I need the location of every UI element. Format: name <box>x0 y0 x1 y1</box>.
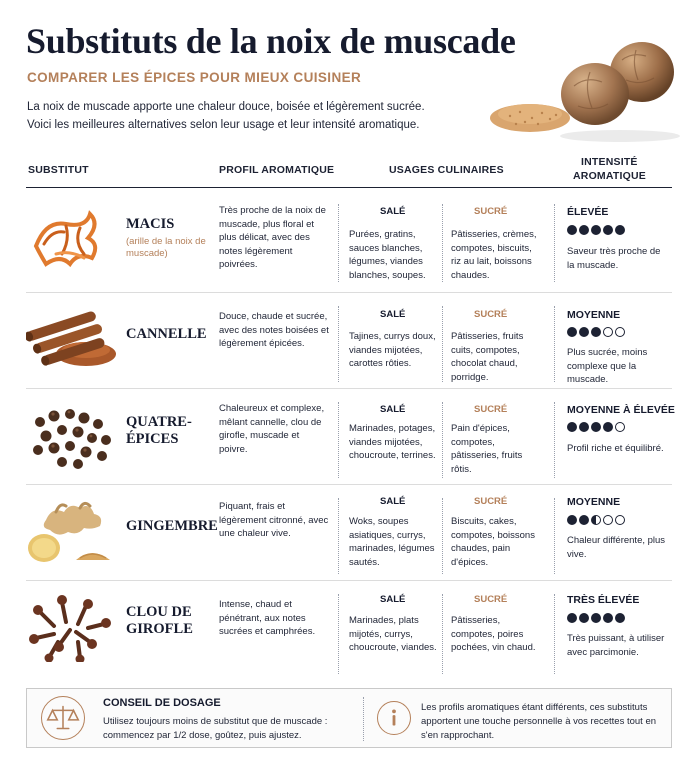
rating-dot-empty <box>615 515 625 525</box>
row-divider <box>26 388 672 389</box>
info-icon <box>377 701 411 735</box>
sucre-label: SUCRÉ <box>474 496 508 507</box>
spice-name: GINGEMBRE <box>126 518 218 534</box>
intensity-level: TRÈS ÉLEVÉE <box>567 594 640 606</box>
column-divider <box>338 402 339 478</box>
spice-note: (arille de la noix de muscade) <box>126 236 206 259</box>
table-row <box>26 198 672 292</box>
rating-dot-full <box>591 327 601 337</box>
sucre-label: SUCRÉ <box>474 404 508 415</box>
rating-dot-full <box>603 613 613 623</box>
spice-name: MACIS <box>126 216 175 232</box>
column-divider <box>554 306 555 382</box>
rating-dot-full <box>579 515 589 525</box>
intro-text <box>27 98 467 134</box>
intensity-desc: Profil riche et équilibré. <box>567 443 664 454</box>
rating-dot-empty <box>615 327 625 337</box>
intensity-rating <box>567 515 627 527</box>
rating-dot-full <box>579 225 589 235</box>
rating-dot-full <box>567 515 577 525</box>
rating-dot-full <box>579 613 589 623</box>
intensity-level: ÉLEVÉE <box>567 206 609 218</box>
header-usages: USAGES CULINAIRES <box>389 164 504 176</box>
mace-icon <box>26 206 118 276</box>
rating-dot-full <box>603 422 613 432</box>
sale-text: Woks, soupes asiatiques, currys, marinades, légumes sautés. <box>349 516 435 568</box>
rating-dot-full <box>591 422 601 432</box>
rating-dot-full <box>579 422 589 432</box>
column-divider <box>442 498 443 574</box>
table-header <box>26 152 672 188</box>
table-row <box>26 396 675 484</box>
rating-dot-full <box>591 613 601 623</box>
sucre-text: Pâtisseries, compotes, poires pochées, vin chaud. <box>451 615 536 653</box>
rating-dot-full <box>603 225 613 235</box>
intensity-rating <box>567 327 627 339</box>
row-divider <box>26 484 672 485</box>
table-row <box>26 588 672 680</box>
intensity-rating <box>567 422 627 434</box>
row-divider <box>26 580 672 581</box>
intensity-desc: Plus sucrée, moins complexe que la muscade. <box>567 347 648 385</box>
rating-dot-half <box>591 515 601 525</box>
rating-dot-full <box>615 613 625 623</box>
column-divider <box>338 594 339 674</box>
header-intensite-2: AROMATIQUE <box>573 170 646 182</box>
column-divider <box>554 594 555 674</box>
footer-divider <box>363 697 364 741</box>
info-text: Les profils aromatiques étant différents, ces substituts apportent une touche personnelle à vos recettes tout en s'en rapprochant. <box>421 702 657 741</box>
intro-line-2: Voici les meilleures alternatives selon leur usage et leur intensité aromatique. <box>27 119 420 131</box>
header-intensite-1: INTENSITÉ <box>581 156 638 168</box>
rating-dot-full <box>579 327 589 337</box>
column-divider <box>554 204 555 282</box>
sale-label: SALÉ <box>380 404 406 415</box>
header-substitut: SUBSTITUT <box>28 164 89 176</box>
profile-text: Piquant, frais et légèrement citronné, avec une chaleur vive. <box>219 501 329 539</box>
rating-dot-full <box>567 327 577 337</box>
sucre-text: Pâtisseries, crèmes, compotes, biscuits, riz au lait, boissons chaudes. <box>451 229 537 281</box>
rating-dot-empty <box>615 422 625 432</box>
profile-text: Intense, chaud et pénétrant, aux notes sucrées et camphrées. <box>219 599 316 637</box>
column-divider <box>442 204 443 282</box>
rating-dot-full <box>615 225 625 235</box>
sucre-label: SUCRÉ <box>474 309 508 320</box>
dosage-advice-box <box>26 688 672 748</box>
intensity-desc: Saveur très proche de la muscade. <box>567 246 661 271</box>
rating-dot-full <box>591 225 601 235</box>
intensity-level: MOYENNE À ÉLEVÉE <box>567 404 675 416</box>
sale-label: SALÉ <box>380 496 406 507</box>
profile-text: Douce, chaude et sucrée, avec des notes boisées et légèrement épicées. <box>219 311 329 349</box>
spice-name: CLOU DE GIROFLE <box>126 604 193 637</box>
cinnamon-icon <box>26 304 118 374</box>
rating-dot-empty <box>603 327 613 337</box>
sale-label: SALÉ <box>380 594 406 605</box>
sale-label: SALÉ <box>380 309 406 320</box>
header-profil: PROFIL AROMATIQUE <box>219 164 335 176</box>
sucre-text: Pâtisseries, fruits cuits, compotes, chocolat chaud, porridge. <box>451 331 524 383</box>
allspice-icon <box>26 402 118 472</box>
sucre-label: SUCRÉ <box>474 594 508 605</box>
intensity-desc: Très puissant, à utiliser avec parcimonie. <box>567 633 665 658</box>
column-divider <box>338 204 339 282</box>
row-divider <box>26 292 672 293</box>
sucre-text: Pain d'épices, compotes, pâtisseries, fruits rôtis. <box>451 423 523 475</box>
intro-line-1: La noix de muscade apporte une chaleur douce, boisée et légèrement sucrée. <box>27 101 425 113</box>
dosage-title: CONSEIL DE DOSAGE <box>103 697 221 709</box>
sale-text: Tajines, currys doux, viandes mijotées, carottes rôties. <box>349 331 436 369</box>
ginger-icon <box>26 498 118 568</box>
table-row <box>26 300 672 388</box>
column-divider <box>442 306 443 382</box>
column-divider <box>554 498 555 574</box>
sucre-text: Biscuits, cakes, compotes, boissons chaudes, pain d'épices. <box>451 516 535 568</box>
rating-dot-full <box>567 225 577 235</box>
sale-text: Purées, gratins, sauces blanches, légumes, viandes blanches, soupes. <box>349 229 426 281</box>
sale-text: Marinades, potages, viandes mijotées, choucroute, terrines. <box>349 423 436 461</box>
page-title: Substituts de la noix de muscade <box>26 21 516 61</box>
rating-dot-full <box>567 613 577 623</box>
column-divider <box>338 498 339 574</box>
sucre-label: SUCRÉ <box>474 206 508 217</box>
spice-name: CANNELLE <box>126 326 207 342</box>
column-divider <box>338 306 339 382</box>
table-row <box>26 492 672 580</box>
scale-icon <box>41 696 85 740</box>
column-divider <box>442 402 443 478</box>
column-divider <box>442 594 443 674</box>
page-subtitle: COMPARER LES ÉPICES POUR MIEUX CUISINER <box>27 70 362 85</box>
intensity-rating <box>567 613 627 625</box>
sale-text: Marinades, plats mijotés, currys, choucroute, viandes. <box>349 615 437 653</box>
intensity-desc: Chaleur différente, plus vive. <box>567 535 666 560</box>
column-divider <box>554 402 555 478</box>
sale-label: SALÉ <box>380 206 406 217</box>
profile-text: Très proche de la noix de muscade, plus floral et plus délicat, avec des notes légèrement poivrées. <box>219 205 326 270</box>
intensity-rating <box>567 225 627 237</box>
profile-text: Chaleureux et complexe, mêlant cannelle, clou de girofle, muscade et poivre. <box>219 403 325 455</box>
nutmeg-hero-icon <box>490 36 690 146</box>
spice-name: QUATRE-ÉPICES <box>126 414 192 447</box>
rating-dot-full <box>567 422 577 432</box>
intensity-level: MOYENNE <box>567 309 621 321</box>
clove-icon <box>26 592 118 662</box>
intensity-level: MOYENNE <box>567 496 621 508</box>
dosage-text: Utilisez toujours moins de substitut que de muscade : commencez par 1/2 dose, goûtez, puis ajustez. <box>103 716 328 741</box>
rating-dot-empty <box>603 515 613 525</box>
